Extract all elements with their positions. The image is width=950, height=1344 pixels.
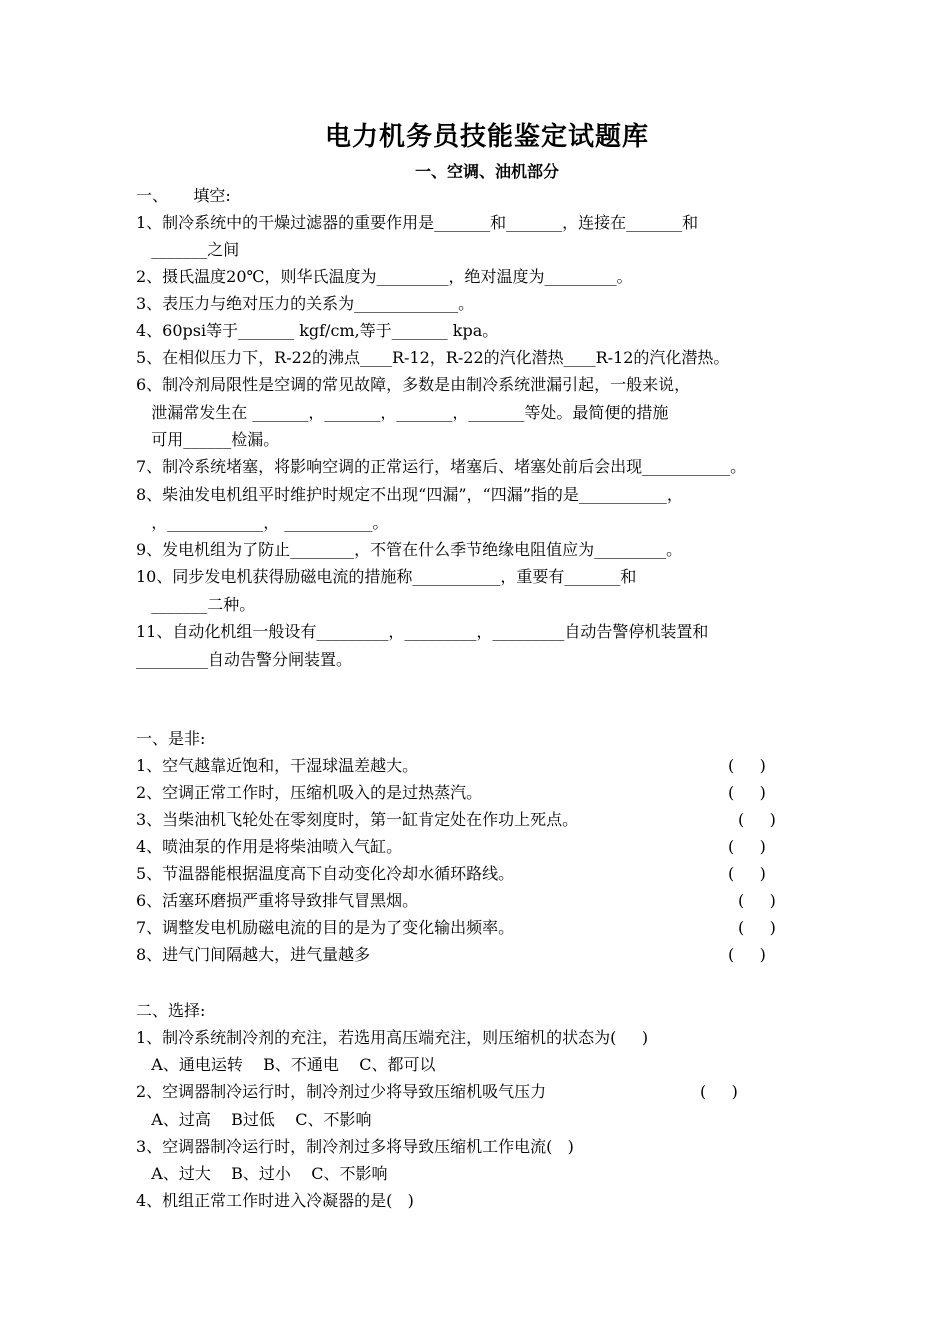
fill-blank-line: 8、柴油发电机组平时维护时规定不出现“四漏”，“四漏”指的是___________， (136, 485, 683, 504)
answer-parentheses: ( ) (728, 864, 766, 883)
true-false-item: 4、喷油泵的作用是将柴油喷入气缸。 (136, 837, 403, 856)
page-title: 电力机务员技能鉴定试题库 (324, 122, 649, 152)
fill-blank-line: 3、表压力与绝对压力的关系为_____________。 (136, 294, 475, 313)
fill-blank-line: 11、自动化机组一般设有_________，_________，_________自动告警停机装置和 (136, 622, 709, 641)
choice-heading: 二、选择: (136, 1001, 206, 1020)
fill-blank-line: 6、制冷剂局限性是空调的常见故障，多数是由制冷系统泄漏引起，一般来说， (136, 375, 691, 394)
fill-blank-line: 2、摄氏温度20℃，则华氏温度为_________，绝对温度为_________。 (136, 267, 633, 286)
answer-parentheses: ( ) (728, 783, 766, 802)
answer-parentheses: ( ) (700, 1082, 738, 1101)
choice-line: 4、机组正常工作时进入冷凝器的是( ) (136, 1191, 414, 1210)
section-subtitle: 一、空调、油机部分 (414, 162, 559, 181)
fill-blank-line: _______二种。 (136, 595, 256, 614)
fill-blank-line: 7、制冷系统堵塞，将影响空调的正常运行，堵塞后、堵塞处前后会出现___________。 (136, 457, 747, 476)
true-false-item: 7、调整发电机励磁电流的目的是为了变化输出频率。 (136, 918, 515, 937)
answer-parentheses: ( ) (728, 945, 766, 964)
fill-blank-line: ，____________， ___________。 (136, 513, 389, 532)
fill-blank-line: 5、在相似压力下，R-22的沸点____R-12，R-22的汽化潜热____R-12的汽化潜热。 (136, 348, 730, 367)
fill-blank-heading: 一、 填空: (136, 186, 231, 205)
choice-options: A、过高 B过低 C、不影响 (136, 1110, 372, 1129)
fill-blank-line: _________自动告警分闸装置。 (136, 650, 353, 669)
fill-blank-line: 1、制冷系统中的干燥过滤器的重要作用是_______和_______，连接在_______和 (136, 213, 699, 232)
fill-blank-line: 可用______检漏。 (136, 430, 280, 449)
fill-blank-line: _______之间 (136, 240, 240, 259)
true-false-item: 8、进气门间隔越大，进气量越多 (136, 945, 371, 964)
choice-line: 1、制冷系统制冷剂的充注，若选用高压端充注，则压缩机的状态为( ) (136, 1028, 649, 1047)
answer-parentheses: ( ) (728, 756, 766, 775)
fill-blank-line: 9、发电机组为了防止________，不管在什么季节绝缘电阻值应为_________。 (136, 540, 683, 559)
answer-parentheses: ( ) (738, 918, 776, 937)
choice-options: A、通电运转 B、不通电 C、都可以 (136, 1055, 436, 1074)
true-false-item: 5、节温器能根据温度高下自动变化冷却水循环路线。 (136, 864, 515, 883)
true-false-item: 3、当柴油机飞轮处在零刻度时，第一缸肯定处在作功上死点。 (136, 810, 579, 829)
fill-blank-line: 泄漏常发生在 _______，_______，_______，_______等处。最简便的措施 (136, 403, 669, 422)
true-false-heading: 一、是非: (136, 729, 206, 748)
true-false-item: 2、空调正常工作时，压缩机吸入的是过热蒸汽。 (136, 783, 483, 802)
answer-parentheses: ( ) (738, 810, 776, 829)
choice-line: 3、空调器制冷运行时，制冷剂过多将导致压缩机工作电流( ) (136, 1137, 574, 1156)
answer-parentheses: ( ) (728, 837, 766, 856)
fill-blank-line: 4、60psi等于_______ kgf/cm,等于_______ kpa。 (136, 321, 499, 340)
true-false-item: 1、空气越靠近饱和，干湿球温差越大。 (136, 756, 419, 775)
true-false-item: 6、活塞环磨损严重将导致排气冒黑烟。 (136, 891, 419, 910)
answer-parentheses: ( ) (738, 891, 776, 910)
choice-options: A、过大 B、过小 C、不影响 (136, 1164, 388, 1183)
choice-line: 2、空调器制冷运行时，制冷剂过少将导致压缩机吸气压力 (136, 1082, 547, 1101)
fill-blank-line: 10、同步发电机获得励磁电流的措施称___________，重要有_______和 (136, 567, 637, 586)
